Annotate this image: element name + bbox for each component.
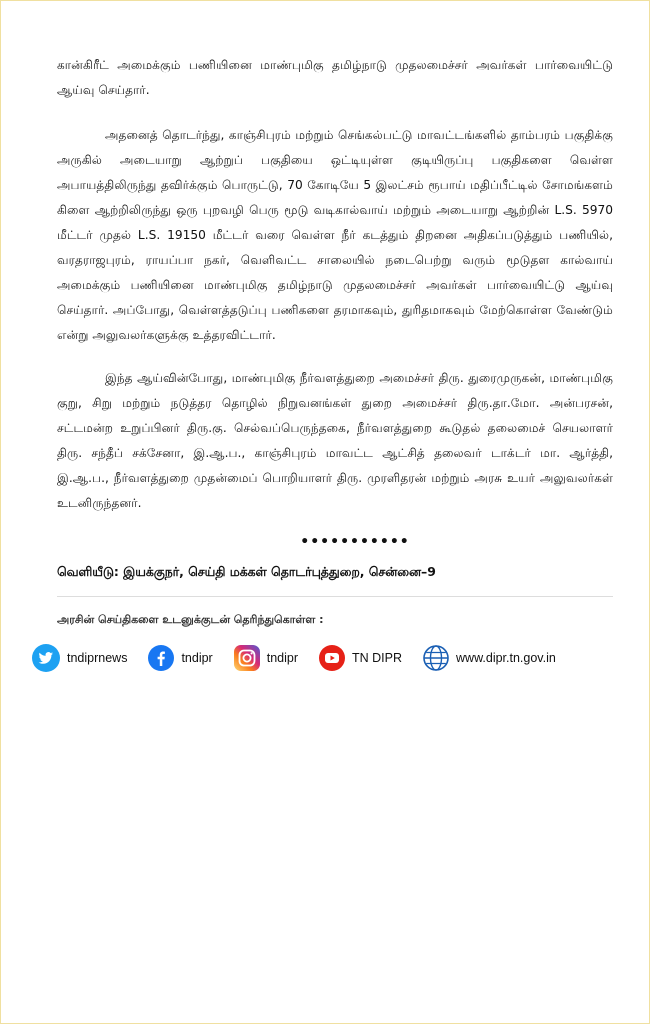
divider xyxy=(57,596,613,597)
social-instagram[interactable] xyxy=(233,644,298,672)
separator-dots: ••••••••••• xyxy=(300,534,410,550)
social-twitter-label: tndiprnews xyxy=(67,651,128,665)
instagram-icon xyxy=(233,644,261,672)
follow-caption: அரசின் செய்திகளை உடனுக்குடன் தெரிந்துகொள்ள : xyxy=(57,613,324,626)
social-links xyxy=(31,643,631,673)
youtube-icon xyxy=(318,644,346,672)
paragraph-1 xyxy=(57,53,613,103)
paragraph-1-text: கான்கிரீட் அமைக்கும் பணியினை மாண்புமிகு தமிழ்நாடு முதலமைச்சர் அவர்கள் பார்வையிட்டு ஆய்வு செய்தார். xyxy=(57,58,613,97)
social-website[interactable] xyxy=(422,644,556,672)
facebook-icon xyxy=(147,644,175,672)
social-instagram-label: tndipr xyxy=(266,651,299,665)
globe-icon xyxy=(422,644,450,672)
paragraph-3-text: இந்த ஆய்வின்போது, மாண்புமிகு நீர்வளத்துறை அமைச்சர் திரு. துரைமுருகன், மாண்புமிகு குறு, சிறு மற்றும் நடுத்தர தொழில் நிறுவனங்கள் துறை அமைச்சர் திரு.தா.மோ. அன்பரசன், சட்டமன்ற உறுப்பினர் திரு.கு. செல்வப்பெருந்தகை, நீர்வளத்துறை கூடுதல் தலைமைச் செயலாளர் திரு. சந்தீப் சக்சேனா, இ.ஆ.ப., காஞ்சிபுரம் மாவட்ட ஆட்சித் தலைவர் டாக்டர் மா. ஆர்த்தி, இ.ஆ.ப., நீர்வளத்துறை முதன்மைப் பொறியாளர் திரு. முரளிதரன் மற்றும் அரசு உயர் அலுவலர்கள் உடனிருந்தனர். xyxy=(57,371,613,510)
paragraph-2-text: அதனைத் தொடர்ந்து, காஞ்சிபுரம் மற்றும் செங்கல்பட்டு மாவட்டங்களில் தாம்பரம் பகுதிக்கு அருகில் அடையாறு ஆற்றுப் பகுதியை ஒட்டியுள்ள குடியிருப்பு பகுதிகளை வெள்ள அபாயத்திலிருந்து தவிர்க்கும் பொருட்டு, 70 கோடியே 5 இலட்சம் ரூபாய் மதிப்பீட்டில் சோமங்களம் கிளை ஆற்றிலிருந்து ஒரு புறவழி பெரு மூடு வடிகால்வாய் மற்றும் அடையாறு ஆற்றின் L.S. 5970 மீட்டர் முதல் L.S. 19150 மீட்டர் வரை வெள்ள நீர் கடத்தும் திறனை அதிகப்படுத்தும் பணியில், வரதராஜபுரம், ராயப்பா நகர், வெளிவட்ட சாலையில் நடைபெற்று வரும் மூடுதள கால்வாய் அமைக்கும் பணியினை மாண்புமிகு தமிழ்நாடு முதலமைச்சர் அவர்கள் பார்வையிட்டு ஆய்வு செய்தார். அப்போது, வெள்ளத்தடுப்பு பணிகளை தரமாகவும், துரிதமாகவும் மேற்கொள்ள வேண்டும் என்று அலுவலர்களுக்கு உத்தரவிட்டார். xyxy=(57,128,613,342)
document-body xyxy=(57,53,613,665)
social-facebook[interactable] xyxy=(147,644,212,672)
social-facebook-label: tndipr xyxy=(181,651,213,665)
paragraph-3 xyxy=(57,366,613,516)
social-youtube-label: TN DIPR xyxy=(352,651,403,665)
release-line: வெளியீடு: இயக்குநர், செய்தி மக்கள் தொடர்புத்துறை, சென்னை–9 xyxy=(57,564,436,579)
twitter-icon xyxy=(31,643,61,673)
social-youtube[interactable] xyxy=(318,644,402,672)
social-twitter[interactable] xyxy=(31,643,127,673)
paragraph-2 xyxy=(57,123,613,348)
social-website-label: www.dipr.tn.gov.in xyxy=(456,651,556,665)
